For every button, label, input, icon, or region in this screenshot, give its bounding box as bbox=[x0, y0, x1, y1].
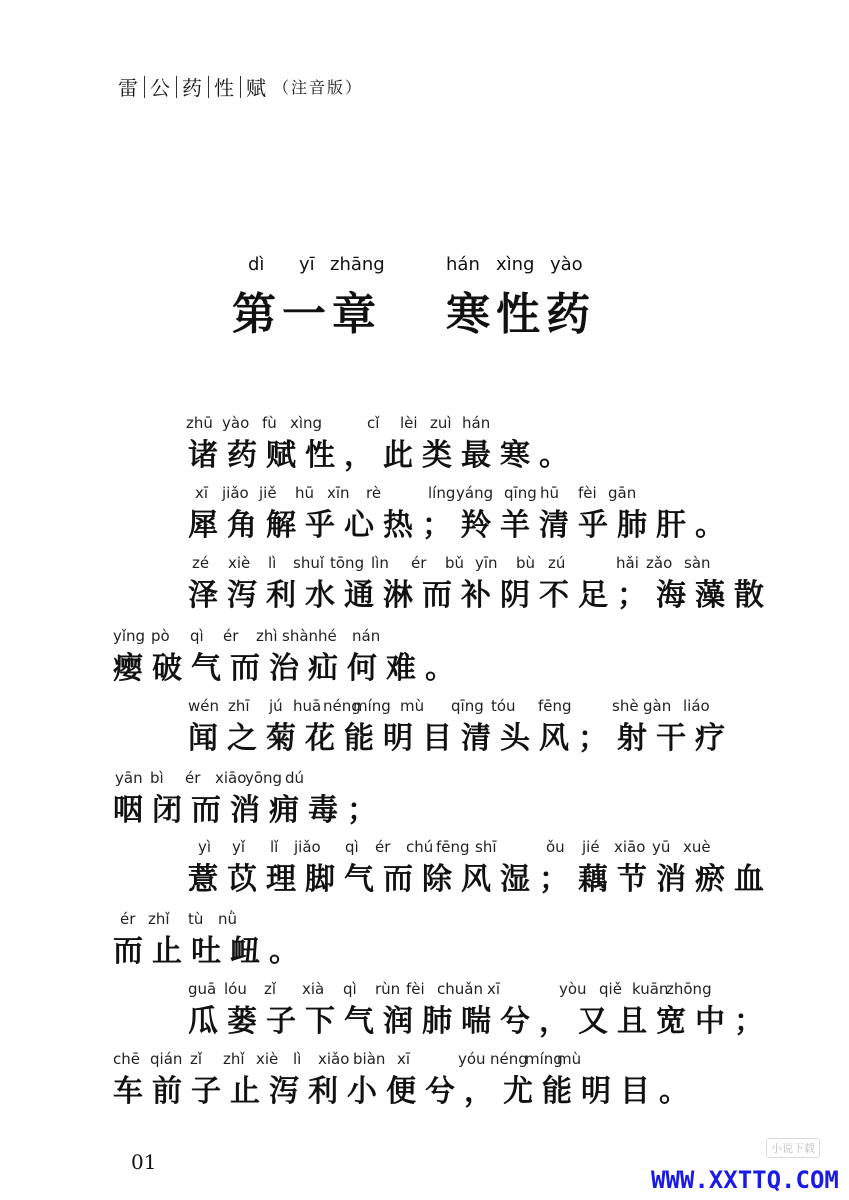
pinyin-syllable: yīn bbox=[475, 554, 498, 572]
pinyin-syllable: dú bbox=[285, 769, 305, 787]
pinyin-syllable: shī bbox=[475, 838, 497, 856]
pinyin-syllable: fèi bbox=[406, 980, 425, 998]
pinyin-syllable: lì bbox=[268, 554, 277, 572]
pinyin-syllable: ér bbox=[411, 554, 427, 572]
pinyin-syllable: zǐ bbox=[190, 1050, 203, 1068]
pinyin-syllable: guā bbox=[188, 980, 217, 998]
pinyin-syllable: xī bbox=[397, 1050, 411, 1068]
verse-text: 诸药赋性，此类最寒。 bbox=[188, 438, 578, 473]
pinyin-syllable: néng bbox=[490, 1050, 528, 1068]
pinyin-syllable: chuǎn bbox=[437, 980, 483, 998]
header-char: 公 bbox=[150, 76, 171, 100]
pinyin-syllable: yū bbox=[652, 838, 671, 856]
pinyin-syllable: yóu bbox=[458, 1050, 486, 1068]
pinyin-syllable: nǜ bbox=[218, 910, 238, 928]
pinyin-syllable: yān bbox=[115, 769, 143, 787]
pinyin-syllable: ǒu bbox=[546, 838, 565, 856]
pinyin-syllable: jiǎo bbox=[222, 484, 249, 502]
pinyin-syllable: zǎo bbox=[646, 554, 673, 572]
pinyin-syllable: fèi bbox=[578, 484, 597, 502]
pinyin-syllable: xīn bbox=[327, 484, 350, 502]
pinyin-syllable: xià bbox=[302, 980, 325, 998]
pinyin-syllable: tóu bbox=[491, 697, 516, 715]
pinyin-syllable: lìn bbox=[371, 554, 389, 572]
pinyin-syllable: hū bbox=[295, 484, 315, 502]
pinyin-syllable: tù bbox=[188, 910, 204, 928]
pinyin-syllable: xī bbox=[195, 484, 209, 502]
pinyin-syllable: liáo bbox=[683, 697, 710, 715]
header-divider bbox=[208, 76, 209, 98]
verse-line bbox=[0, 838, 849, 908]
pinyin-syllable: xìng bbox=[496, 254, 535, 275]
pinyin-syllable: xiāo bbox=[215, 769, 247, 787]
pinyin-syllable: ér bbox=[223, 627, 239, 645]
pinyin-syllable: zhū bbox=[186, 414, 213, 432]
site-watermark: WWW.XXTTQ.COM bbox=[651, 1166, 839, 1194]
pinyin-syllable: huā bbox=[293, 697, 322, 715]
pinyin-syllable: qīng bbox=[504, 484, 537, 502]
running-header bbox=[118, 72, 363, 101]
chapter-title: 第一章 寒性药 bbox=[232, 289, 596, 340]
pinyin-syllable: qián bbox=[150, 1050, 183, 1068]
pinyin-syllable: wén bbox=[188, 697, 220, 715]
verse-line bbox=[0, 627, 849, 697]
pinyin-syllable: lóu bbox=[224, 980, 247, 998]
pinyin-syllable: pò bbox=[151, 627, 170, 645]
verse-text: 咽闭而消痈毒； bbox=[113, 793, 386, 828]
pinyin-syllable: hé bbox=[318, 627, 337, 645]
pinyin-syllable: qì bbox=[343, 980, 357, 998]
pinyin-syllable: jiǎo bbox=[294, 838, 321, 856]
pinyin-syllable: qiě bbox=[599, 980, 622, 998]
pinyin-syllable: mù bbox=[400, 697, 425, 715]
pinyin-syllable: xī bbox=[487, 980, 501, 998]
pinyin-syllable: tōng bbox=[330, 554, 365, 572]
verse-line bbox=[0, 769, 849, 839]
pinyin-syllable: fēng bbox=[436, 838, 470, 856]
pinyin-syllable: jú bbox=[269, 697, 283, 715]
pinyin-syllable: zhōng bbox=[666, 980, 712, 998]
pinyin-syllable: xiǎo bbox=[318, 1050, 350, 1068]
pinyin-syllable: dì bbox=[248, 254, 265, 275]
pinyin-syllable: rùn bbox=[375, 980, 401, 998]
pinyin-syllable: zhì bbox=[256, 627, 278, 645]
pinyin-syllable: zhāng bbox=[330, 254, 385, 275]
verse-line bbox=[0, 1050, 849, 1120]
pinyin-syllable: zú bbox=[548, 554, 566, 572]
pinyin-syllable: xiè bbox=[256, 1050, 279, 1068]
pinyin-syllable: yī bbox=[299, 254, 315, 275]
verse-text: 泽泻利水通淋而补阴不足；海藻散 bbox=[188, 578, 773, 613]
pinyin-syllable: qì bbox=[190, 627, 204, 645]
pinyin-syllable: yào bbox=[550, 254, 583, 275]
pinyin-syllable: lèi bbox=[400, 414, 418, 432]
verse-text: 而止吐衄。 bbox=[113, 934, 308, 969]
pinyin-syllable: hū bbox=[540, 484, 560, 502]
pinyin-syllable: zé bbox=[192, 554, 210, 572]
pinyin-syllable: nán bbox=[352, 627, 381, 645]
pinyin-syllable: gàn bbox=[643, 697, 672, 715]
pinyin-syllable: xiè bbox=[228, 554, 251, 572]
pinyin-syllable: xìng bbox=[290, 414, 323, 432]
pinyin-syllable: jié bbox=[582, 838, 600, 856]
pinyin-syllable: lǐ bbox=[270, 838, 279, 856]
pinyin-syllable: líng bbox=[428, 484, 456, 502]
verse-line bbox=[0, 414, 849, 484]
pinyin-syllable: fù bbox=[262, 414, 277, 432]
pinyin-syllable: shàn bbox=[282, 627, 319, 645]
pinyin-syllable: cǐ bbox=[367, 414, 380, 432]
pinyin-syllable: zhǐ bbox=[223, 1050, 245, 1068]
pinyin-syllable: fēng bbox=[538, 697, 572, 715]
pinyin-syllable: ér bbox=[120, 910, 136, 928]
pinyin-syllable: lì bbox=[293, 1050, 302, 1068]
verse-text: 闻之菊花能明目清头风；射干疗 bbox=[188, 721, 734, 756]
pinyin-syllable: jiě bbox=[259, 484, 277, 502]
pinyin-syllable: míng bbox=[353, 697, 391, 715]
verse-line bbox=[0, 910, 849, 980]
pinyin-syllable: zhī bbox=[228, 697, 250, 715]
pinyin-syllable: chú bbox=[406, 838, 434, 856]
pinyin-syllable: xuè bbox=[683, 838, 711, 856]
pinyin-syllable: yòu bbox=[559, 980, 587, 998]
verse-text: 犀角解乎心热；羚羊清乎肺肝。 bbox=[188, 508, 734, 543]
pinyin-syllable: rè bbox=[366, 484, 382, 502]
header-char: 性 bbox=[214, 76, 235, 100]
pinyin-syllable: qīng bbox=[451, 697, 484, 715]
pinyin-syllable: sàn bbox=[684, 554, 711, 572]
header-divider bbox=[176, 76, 177, 98]
pinyin-syllable: kuān bbox=[632, 980, 669, 998]
pinyin-syllable: shè bbox=[612, 697, 639, 715]
pinyin-syllable: néng bbox=[323, 697, 361, 715]
pinyin-syllable: biàn bbox=[353, 1050, 386, 1068]
pinyin-syllable: bǔ bbox=[445, 554, 465, 572]
pinyin-syllable: bù bbox=[516, 554, 536, 572]
header-char: 药 bbox=[182, 76, 203, 100]
pinyin-syllable: yì bbox=[198, 838, 212, 856]
header-edition: （注音版） bbox=[273, 78, 364, 97]
verse-line bbox=[0, 484, 849, 554]
pinyin-syllable: yǐ bbox=[232, 838, 246, 856]
pinyin-syllable: yáng bbox=[456, 484, 494, 502]
pinyin-syllable: ér bbox=[375, 838, 391, 856]
verse-text: 瘿破气而治疝何难。 bbox=[113, 651, 464, 686]
pinyin-syllable: zǐ bbox=[264, 980, 277, 998]
header-char: 雷 bbox=[118, 76, 139, 100]
pinyin-syllable: chē bbox=[113, 1050, 140, 1068]
verse-text: 瓜蒌子下气润肺喘兮，又且宽中； bbox=[188, 1004, 773, 1039]
pinyin-syllable: bì bbox=[150, 769, 164, 787]
pinyin-syllable: shuǐ bbox=[293, 554, 324, 572]
verse-text: 薏苡理脚气而除风湿；藕节消瘀血 bbox=[188, 862, 773, 897]
pinyin-syllable: mù bbox=[557, 1050, 582, 1068]
pinyin-syllable: gān bbox=[608, 484, 637, 502]
pinyin-syllable: ér bbox=[185, 769, 201, 787]
pinyin-syllable: yǐng bbox=[113, 627, 146, 645]
pinyin-syllable: zhǐ bbox=[148, 910, 170, 928]
watermark-badge: 小说下载 bbox=[766, 1138, 820, 1158]
page-number: 01 bbox=[131, 1150, 157, 1174]
verse-line bbox=[0, 697, 849, 767]
pinyin-syllable: xiāo bbox=[614, 838, 646, 856]
pinyin-syllable: yōng bbox=[245, 769, 283, 787]
verse-line bbox=[0, 554, 849, 624]
pinyin-syllable: yào bbox=[222, 414, 250, 432]
pinyin-syllable: qì bbox=[345, 838, 359, 856]
verse-text: 车前子止泻利小便兮，尤能明目。 bbox=[113, 1074, 698, 1109]
header-char: 赋 bbox=[246, 76, 267, 100]
header-divider bbox=[240, 76, 241, 98]
pinyin-syllable: hán bbox=[446, 254, 480, 275]
verse-line bbox=[0, 980, 849, 1050]
pinyin-syllable: hán bbox=[462, 414, 491, 432]
header-divider bbox=[144, 76, 145, 98]
pinyin-syllable: zuì bbox=[430, 414, 452, 432]
pinyin-syllable: míng bbox=[525, 1050, 563, 1068]
pinyin-syllable: hǎi bbox=[616, 554, 639, 572]
